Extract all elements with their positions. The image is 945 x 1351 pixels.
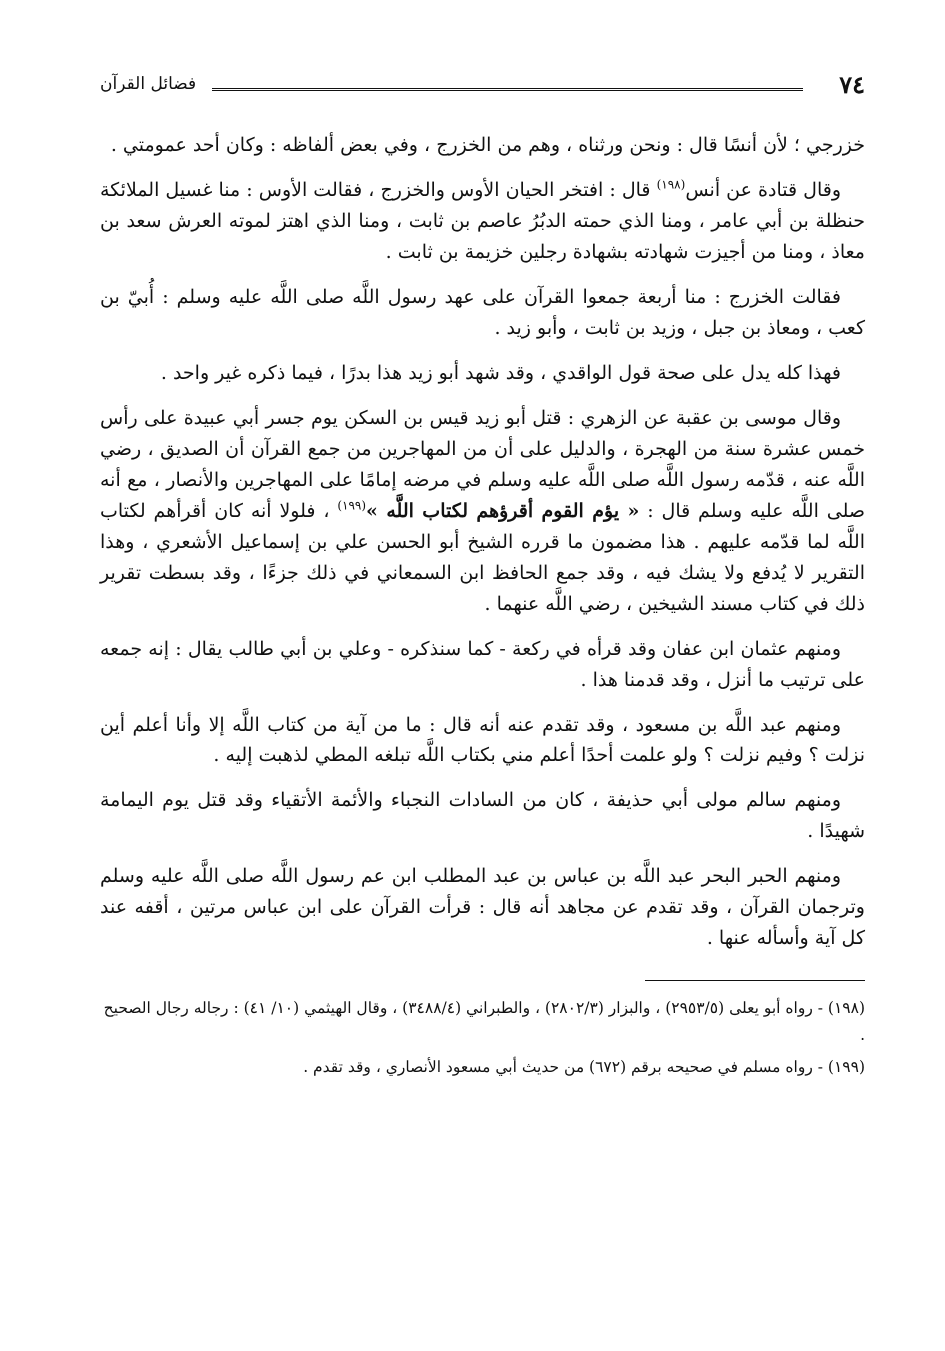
paragraph-text: وقال موسى بن عقبة عن الزهري : قتل أبو زيد قيس بن السكن يوم جسر أبي عبيدة على رأس خمس عشرة سنة من الهجرة ، والدليل على أن من المهاجرين من جمع القرآن أن الصديق ، رضي اللَّه عنه ، قدّمه رسول اللَّه صلى اللَّه عليه وسلم في مرضه إمامًا على المهاجرين والأنصار ، مع أنه صلى اللَّه عليه وسلم قال : <box>100 406 865 522</box>
footnote: (١٩٨) - رواه أبو يعلى (٢٩٥٣/٥) ، والبزار (٢٨٠٢/٣) ، والطبراني (٣٤٨٨/٤) ، وقال الهيثمي (١٠/ ٤١) : رجاله رجال الصحيح . <box>103 999 865 1044</box>
running-title: فضائل القرآن <box>100 74 197 94</box>
footnote-divider <box>645 980 865 981</box>
footnote-ref[interactable]: (١٩٩) <box>337 498 367 513</box>
footnote: (١٩٩) - رواه مسلم في صحيحه برقم (٦٧٢) من حديث أبي مسعود الأنصاري ، وقد تقدم . <box>303 1057 865 1076</box>
paragraph <box>100 403 865 620</box>
paragraph: ومنهم الحبر البحر عبد اللَّه بن عباس بن عبد المطلب ابن عم رسول اللَّه صلى اللَّه عليه وسلم وترجمان القرآن ، وقد تقدم عن مجاهد أنه قال : قرأت القرآن على ابن عباس مرتين ، أقفه عند كل آية وأسأله عنها . <box>100 865 865 950</box>
page-number: ٧٤ <box>839 70 865 99</box>
paragraph: خزرجي ؛ لأن أنسًا قال : ونحن ورثناه ، وهم من الخزرج ، وفي بعض ألفاظه : وكان أحد عمومتي . <box>110 134 865 156</box>
paragraph: فقالت الخزرج : منا أربعة جمعوا القرآن على عهد رسول اللَّه صلى اللَّه عليه وسلم : أُبيّ بن كعب ، ومعاذ بن جبل ، وزيد بن ثابت ، وأبو زيد . <box>100 285 865 339</box>
book-page <box>100 70 865 1086</box>
paragraph: فهذا كله يدل على صحة قول الواقدي ، وقد شهد أبو زيد هذا بدرًا ، فيما ذكره غير واحد . <box>160 361 841 384</box>
footnote-ref[interactable]: (١٩٨) <box>656 177 686 192</box>
hadith-quote: « يؤم القوم أقرؤهم لكتاب اللَّه » <box>366 499 640 522</box>
paragraph <box>100 175 865 268</box>
body-text <box>100 130 865 954</box>
paragraph-text: وقال قتادة عن أنس <box>685 178 841 201</box>
footnotes <box>100 995 865 1080</box>
paragraph: ومنهم سالم مولى أبي حذيفة ، كان من السادات النجباء والأئمة الأتقياء وقد قتل يوم اليمامة شهيدًا . <box>100 789 865 843</box>
page-header <box>100 70 865 110</box>
paragraph-text: قال : افتخر الحيان الأوس والخزرج ، فقالت الأوس : منا غسيل الملائكة حنظلة بن أبي عامر ، ومنا الذي حمته الدبُرُ عاصم بن ثابت ، ومنا الذي اهتز لموته العرش سعد بن معاذ ، ومنا من أجيزت شهادته بشهادة رجلين خزيمة بن ثابت . <box>100 178 865 263</box>
header-rule <box>212 88 803 95</box>
paragraph: ومنهم عبد اللَّه بن مسعود ، وقد تقدم عنه أنه قال : ما من آية من كتاب اللَّه إلا وأنا أعلم أين نزلت ؟ وفيم نزلت ؟ ولو علمت أحدًا أعلم مني بكتاب اللَّه تبلغه المطي لذهبت إليه . <box>100 713 865 767</box>
paragraph-text: ، فلولا أنه كان أقرأهم لكتاب اللَّه لما قدّمه عليهم . هذا مضمون ما قرره الشيخ أبو الحسن علي بن إسماعيل الأشعري ، وهذا التقرير لا يُدفع ولا يشك فيه ، وقد جمع الحافظ ابن السمعاني في ذلك جزءًا ، وقد بسطت تقرير ذلك في كتاب مسند الشيخين ، رضي اللَّه عنهما . <box>100 499 865 615</box>
paragraph: ومنهم عثمان ابن عفان وقد قرأه في ركعة - كما سنذكره - وعلي بن أبي طالب يقال : إنه جمعه على ترتيب ما أنزل ، وقد قدمنا هذا . <box>100 637 865 691</box>
